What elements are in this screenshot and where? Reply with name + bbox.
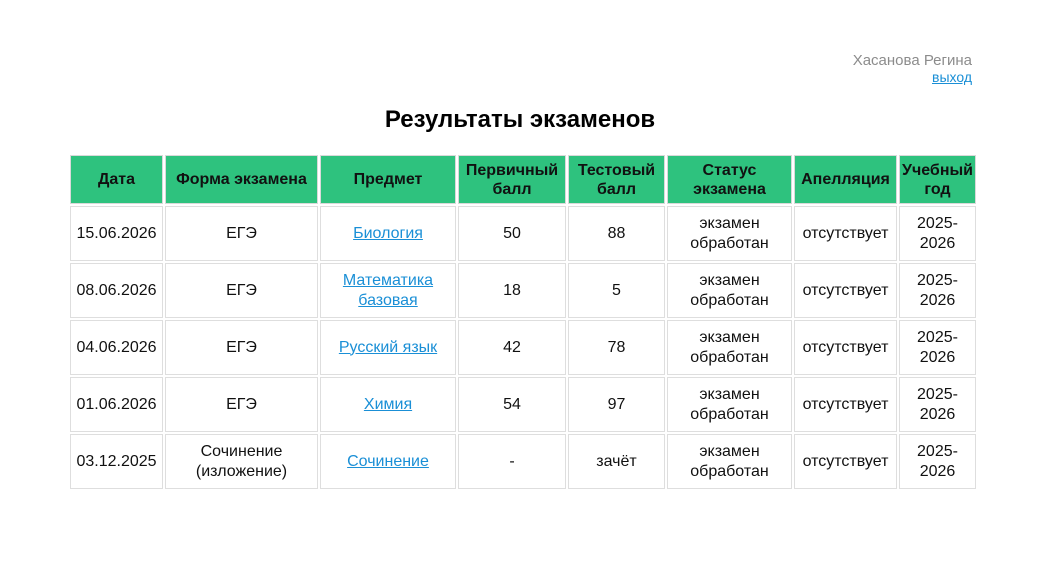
table-row (70, 434, 976, 489)
cell-academic-year: 2025-2026 (899, 263, 976, 318)
cell-academic-year: 2025-2026 (899, 206, 976, 261)
cell-subject (320, 206, 456, 261)
column-header-appeal: Апелляция (794, 155, 897, 204)
column-header-test-score: Тестовый балл (568, 155, 665, 204)
column-header-exam-status: Статус экзамена (667, 155, 792, 204)
table-row (70, 320, 976, 375)
cell-appeal: отсутствует (794, 263, 897, 318)
user-box (853, 53, 972, 86)
subject-link[interactable]: Сочинение (347, 452, 429, 470)
cell-academic-year: 2025-2026 (899, 377, 976, 432)
cell-exam-form: ЕГЭ (165, 263, 318, 318)
cell-exam-form: ЕГЭ (165, 206, 318, 261)
cell-primary-score: 50 (458, 206, 566, 261)
table-row (70, 206, 976, 261)
subject-link[interactable]: Математика базовая (342, 271, 434, 309)
cell-academic-year: 2025-2026 (899, 320, 976, 375)
cell-primary-score: - (458, 434, 566, 489)
cell-appeal: отсутствует (794, 377, 897, 432)
cell-exam-status: экзамен обработан (667, 434, 792, 489)
column-header-date: Дата (70, 155, 163, 204)
cell-exam-status: экзамен обработан (667, 377, 792, 432)
results-table (68, 153, 978, 491)
cell-date: 15.06.2026 (70, 206, 163, 261)
table-row (70, 377, 976, 432)
cell-date: 08.06.2026 (70, 263, 163, 318)
subject-link[interactable]: Химия (363, 395, 413, 413)
cell-exam-form: ЕГЭ (165, 320, 318, 375)
cell-subject (320, 377, 456, 432)
cell-subject (320, 320, 456, 375)
cell-academic-year: 2025-2026 (899, 434, 976, 489)
cell-exam-form: Сочинение (изложение) (165, 434, 318, 489)
column-header-academic-year: Учебный год (899, 155, 976, 204)
cell-test-score: зачёт (568, 434, 665, 489)
column-header-exam-form: Форма экзамена (165, 155, 318, 204)
cell-test-score: 88 (568, 206, 665, 261)
cell-primary-score: 18 (458, 263, 566, 318)
cell-exam-status: экзамен обработан (667, 206, 792, 261)
cell-exam-status: экзамен обработан (667, 320, 792, 375)
cell-date: 04.06.2026 (70, 320, 163, 375)
column-header-subject: Предмет (320, 155, 456, 204)
header-row (70, 155, 976, 204)
cell-date: 01.06.2026 (70, 377, 163, 432)
cell-date: 03.12.2025 (70, 434, 163, 489)
cell-primary-score: 42 (458, 320, 566, 375)
cell-primary-score: 54 (458, 377, 566, 432)
cell-appeal: отсутствует (794, 206, 897, 261)
logout-link[interactable]: выход (932, 69, 972, 85)
cell-test-score: 5 (568, 263, 665, 318)
cell-appeal: отсутствует (794, 434, 897, 489)
cell-exam-form: ЕГЭ (165, 377, 318, 432)
cell-test-score: 97 (568, 377, 665, 432)
cell-subject (320, 434, 456, 489)
subject-link[interactable]: Биология (353, 224, 423, 242)
cell-exam-status: экзамен обработан (667, 263, 792, 318)
table-row (70, 263, 976, 318)
column-header-primary-score: Первичный балл (458, 155, 566, 204)
subject-link[interactable]: Русский язык (338, 338, 438, 356)
user-name: Хасанова Регина (852, 52, 972, 69)
cell-appeal: отсутствует (794, 320, 897, 375)
page-title: Результаты экзаменов (384, 106, 656, 133)
table-header (70, 155, 976, 204)
cell-subject (320, 263, 456, 318)
table-body (70, 206, 976, 489)
cell-test-score: 78 (568, 320, 665, 375)
